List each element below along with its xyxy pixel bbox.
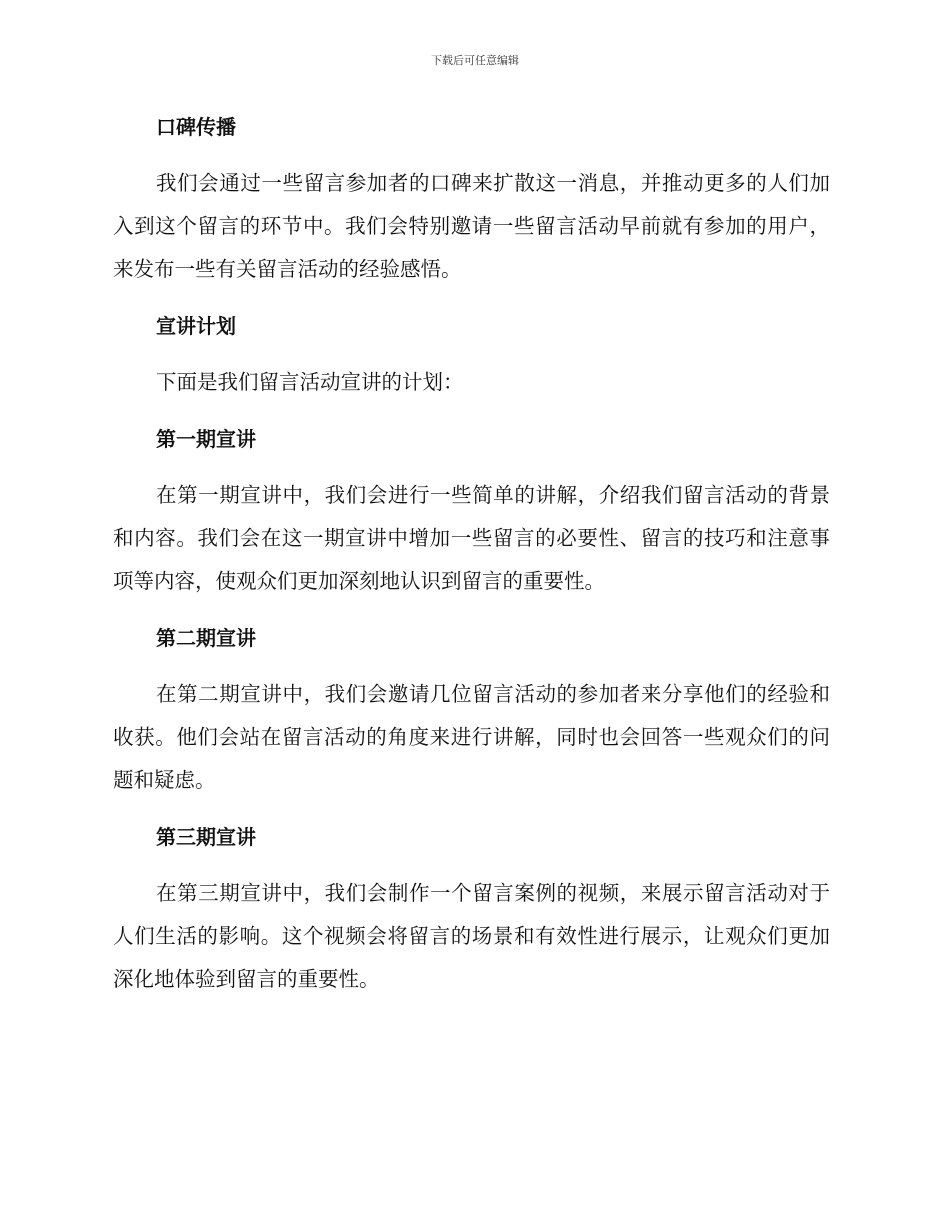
section-heading-presentation-plan: 宣讲计划 xyxy=(156,314,236,338)
paragraph-session-one: 在第一期宣讲中，我们会进行一些简单的讲解，介绍我们留言活动的背景和内容。我们会在这一期宣讲中增加一些留言的必要性、留言的技巧和注意事项等内容，使观众们更加深刻地认识到留言的重要性。 xyxy=(113,483,830,593)
paragraph-presentation-plan: 下面是我们留言活动宣讲的计划： xyxy=(156,370,464,394)
section-heading-session-one: 第一期宣讲 xyxy=(156,427,256,451)
document-body xyxy=(113,110,830,1001)
paragraph-session-two: 在第二期宣讲中，我们会邀请几位留言活动的参加者来分享他们的经验和收获。他们会站在留言活动的角度来进行讲解，同时也会回答一些观众们的问题和疑虑。 xyxy=(113,682,830,792)
section-heading-session-two: 第二期宣讲 xyxy=(156,626,256,650)
page-header-note: 下载后可任意编辑 xyxy=(431,54,519,67)
paragraph-session-three: 在第三期宣讲中，我们会制作一个留言案例的视频，来展示留言活动对于人们生活的影响。这个视频会将留言的场景和有效性进行展示，让观众们更加深化地体验到留言的重要性。 xyxy=(113,881,830,991)
paragraph-word-of-mouth: 我们会通过一些留言参加者的口碑来扩散这一消息，并推动更多的人们加入到这个留言的环节中。我们会特别邀请一些留言活动早前就有参加的用户，来发布一些有关留言活动的经验感悟。 xyxy=(113,171,830,281)
section-heading-session-three: 第三期宣讲 xyxy=(156,825,256,849)
section-heading-word-of-mouth: 口碑传播 xyxy=(156,115,236,139)
